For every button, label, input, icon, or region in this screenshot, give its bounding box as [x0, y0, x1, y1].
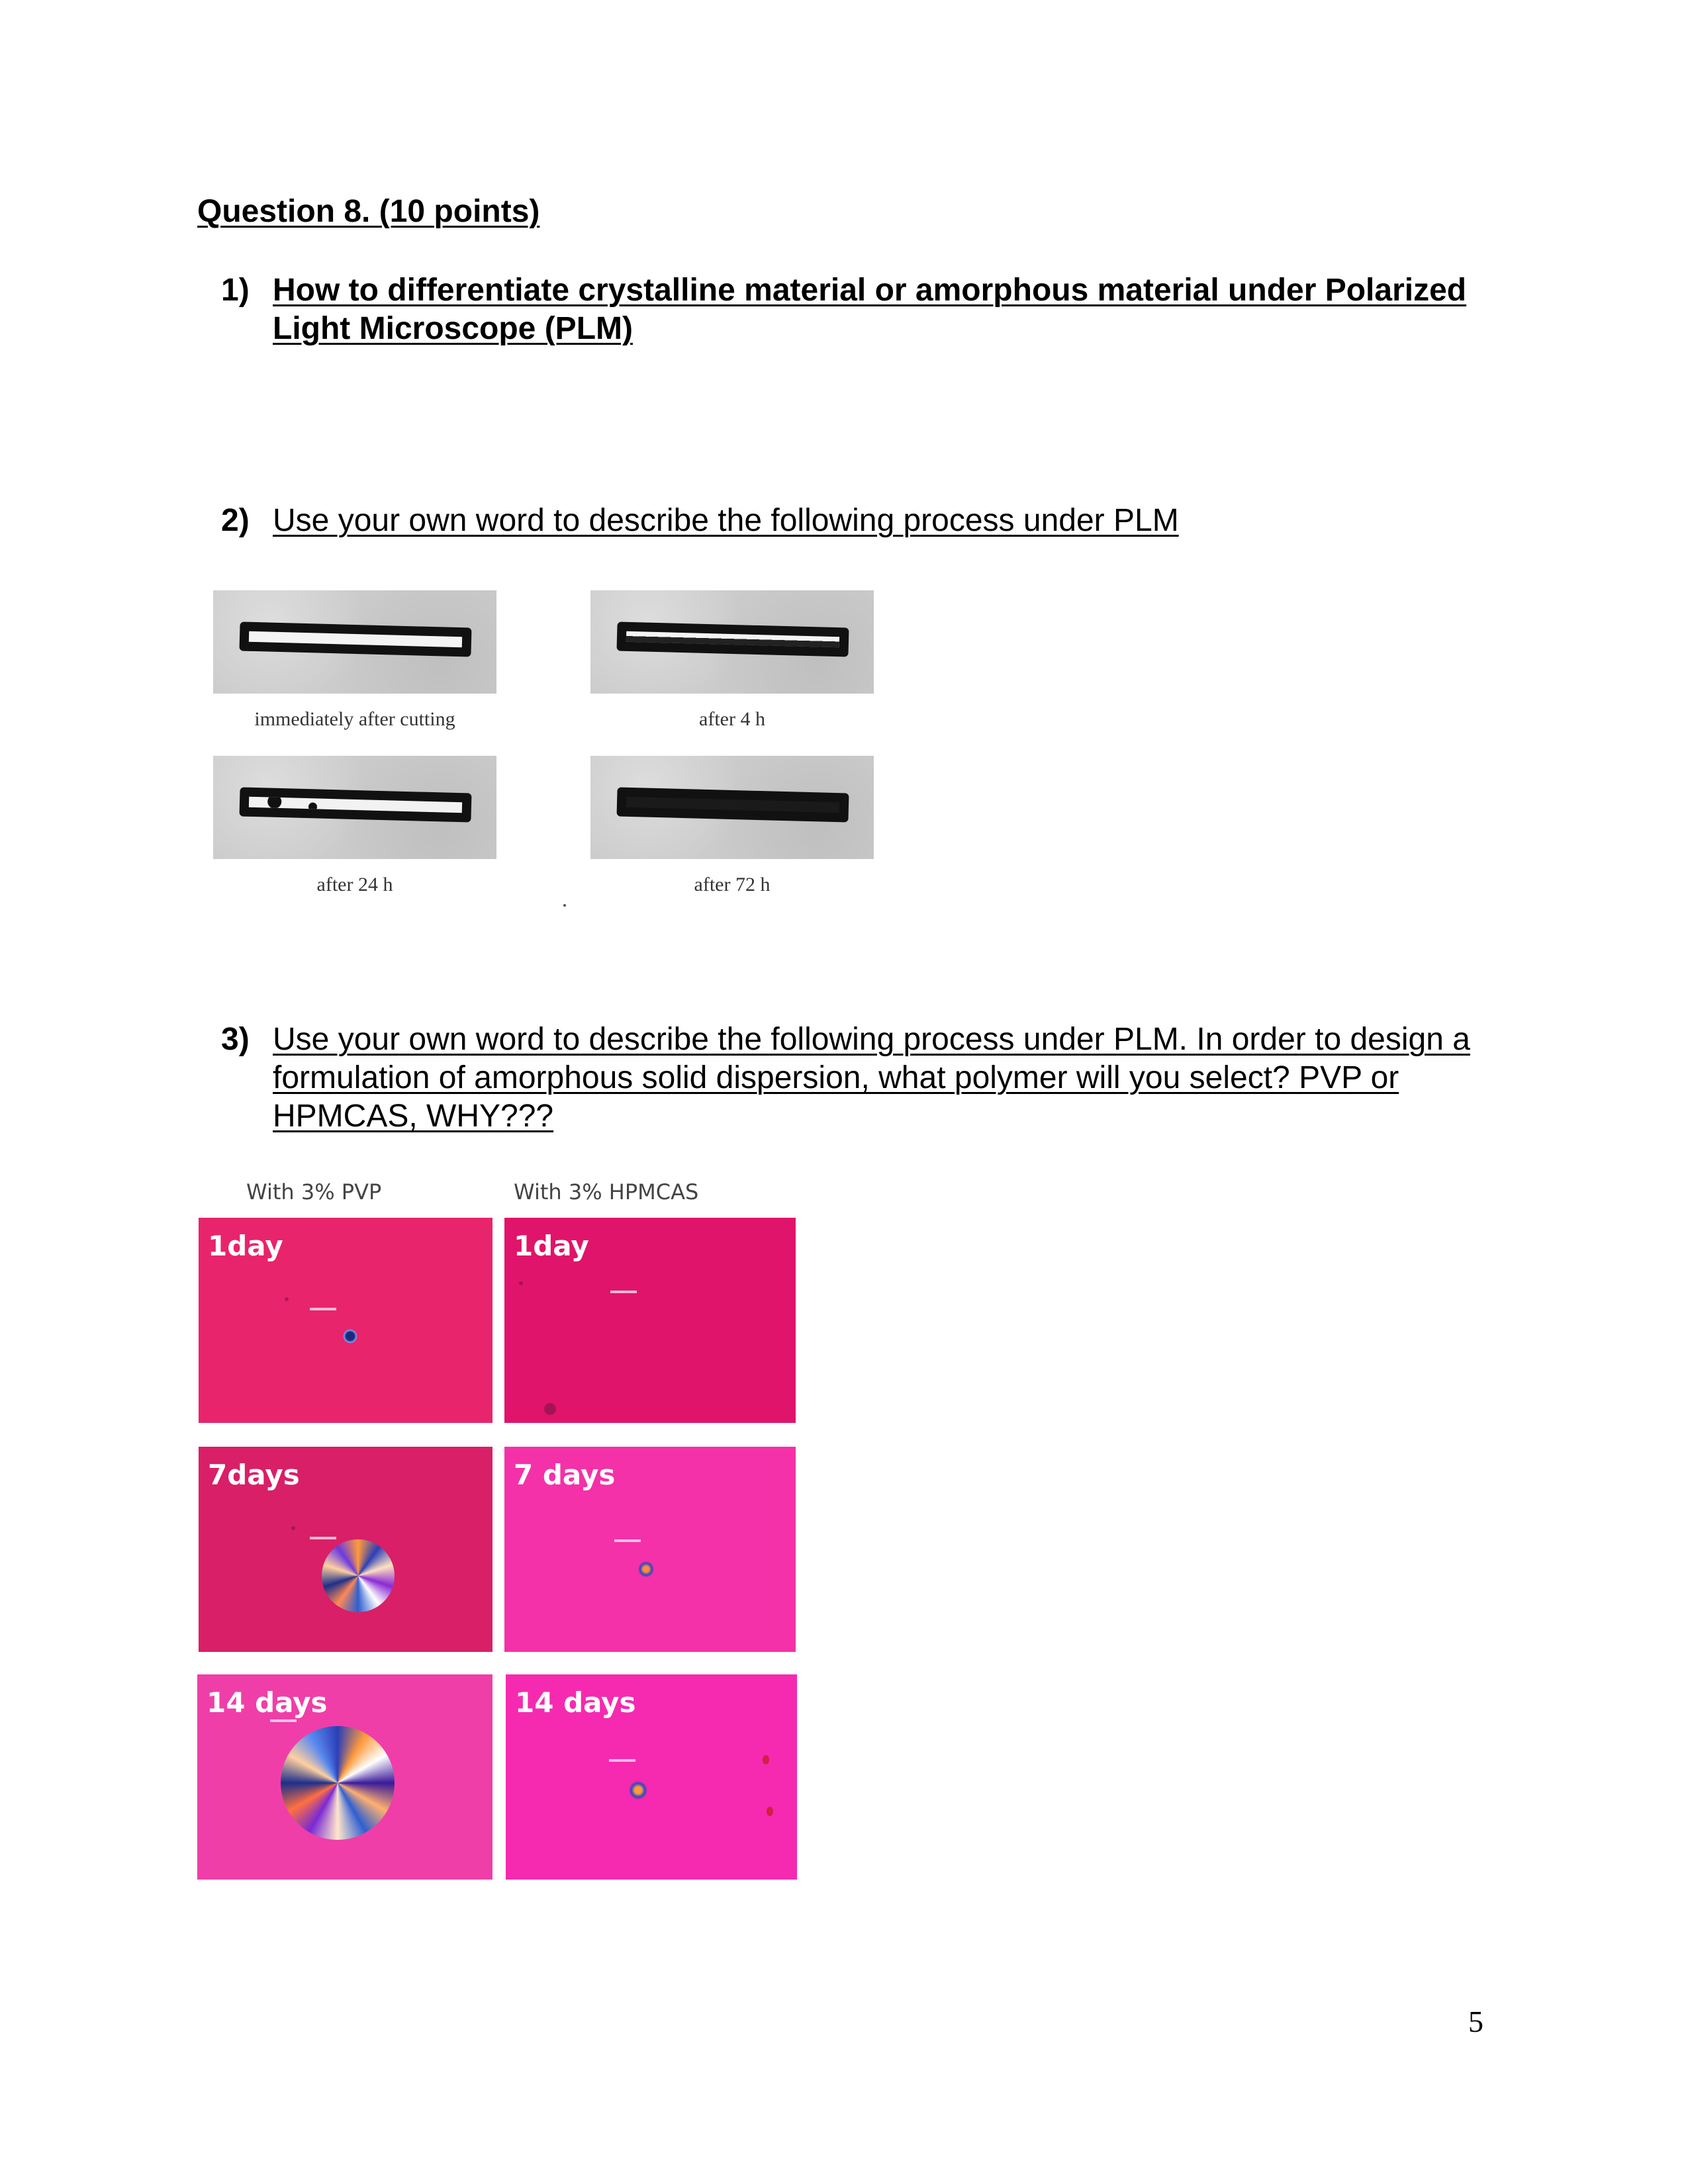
plm-pvp-day1 [199, 1218, 492, 1423]
film-caption: immediately after cutting [254, 708, 455, 730]
plm-hpmcas-day7 [504, 1447, 796, 1652]
film-caption: after 72 h [694, 874, 771, 895]
column-header-hpmcas: With 3% HPMCAS [514, 1179, 699, 1205]
film-caption: after 24 h [316, 874, 393, 895]
question-title: Question 8. (10 points) [197, 194, 540, 229]
item-number: 2) [221, 503, 250, 538]
crystal [629, 1780, 647, 1800]
item-text: How to differentiate crystalline material or amorphous material under Polarized Light Microscope (PLM) [273, 273, 1467, 346]
panel-label: 14 days [207, 1686, 328, 1719]
question-item-3 [221, 1021, 1479, 1140]
spherulite-crystal [281, 1726, 395, 1840]
stray-dot [563, 904, 566, 907]
plm-pvp-day7 [199, 1447, 492, 1652]
crystal [343, 1329, 357, 1343]
panel-label: 7 days [514, 1459, 616, 1491]
panel-label: 14 days [515, 1686, 636, 1719]
plm-hpmcas-day1 [504, 1218, 796, 1423]
film-caption: after 4 h [699, 708, 765, 730]
item-text: Use your own word to describe the following process under PLM [273, 503, 1179, 538]
item-text: Use your own word to describe the following process under PLM. In order to design a formulation of amorphous solid dispersion, what polymer will you select? PVP or HPMCAS, WHY??? [273, 1022, 1470, 1134]
page-number: 5 [1468, 2005, 1483, 2038]
panel-label: 1day [514, 1230, 589, 1262]
panel-label: 1day [208, 1230, 283, 1262]
crystal [638, 1561, 654, 1578]
item-number: 3) [221, 1022, 250, 1057]
panel-label: 7days [208, 1459, 300, 1491]
film-photo-immediate [213, 590, 496, 694]
spherulite-crystal [322, 1539, 395, 1612]
column-header-pvp: With 3% PVP [246, 1179, 382, 1205]
film-photo-24h [213, 756, 496, 859]
item-number: 1) [221, 273, 250, 308]
plm-pvp-day14 [197, 1674, 492, 1880]
question-item-1 [221, 271, 1479, 351]
plm-hpmcas-day14 [506, 1674, 797, 1880]
film-photo-4h [590, 590, 874, 694]
question-item-2 [221, 502, 1479, 541]
film-photo-72h [590, 756, 874, 859]
